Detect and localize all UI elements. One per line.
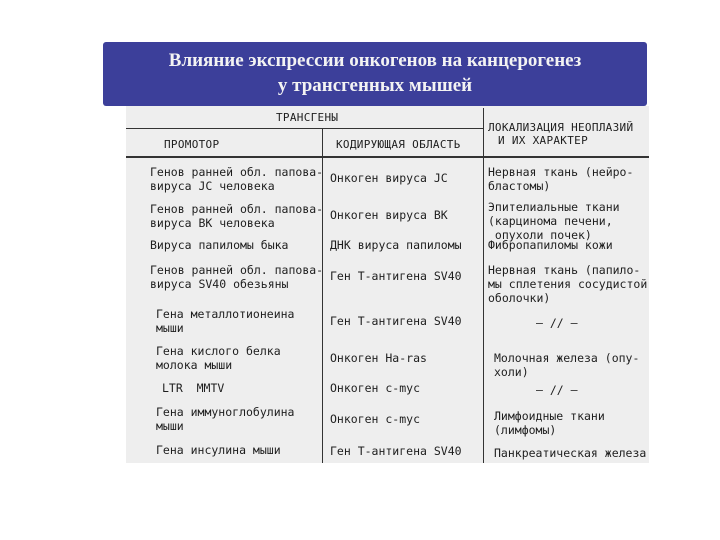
row-4-promoter: Генов ранней обл. папова- вируса SV40 обезьяны: [150, 263, 324, 291]
row-6-promoter: Гена кислого белка молока мыши: [156, 344, 281, 372]
row-5-coding: Ген Т-антигена SV40: [330, 314, 462, 328]
row-7-localization: – // –: [536, 383, 578, 397]
row-2-coding: Онкоген вируса ВК: [330, 208, 448, 222]
row-8-localization: Лимфоидные ткани (лимфомы): [494, 409, 605, 437]
row-1-localization: Нервная ткань (нейро- бластомы): [488, 165, 634, 193]
column-divider-2: [483, 108, 484, 463]
row-9-promoter: Гена инсулина мыши: [156, 443, 281, 457]
row-5-localization: – // –: [536, 316, 578, 330]
row-4-localization: Нервная ткань (папило- мы сплетения сосудистой оболочки): [488, 263, 648, 305]
row-6-coding: Онкоген Ha-ras: [330, 351, 427, 365]
row-1-coding: Онкоген вируса JC: [330, 171, 448, 185]
scanned-table: [126, 106, 649, 463]
row-7-coding: Онкоген с-myc: [330, 381, 421, 395]
row-2-promoter: Генов ранней обл. папова- вируса ВК человека: [150, 202, 324, 230]
slide-title-line-2: у трансгенных мышей: [277, 75, 473, 96]
row-3-promoter: Вируса папиломы быка: [150, 238, 289, 252]
header-transgenes: ТРАНСГЕНЫ: [276, 111, 339, 124]
row-8-coding: Онкоген с-myc: [330, 412, 421, 426]
row-5-promoter: Гена металлотионеина мыши: [156, 307, 295, 335]
header-coding-region: КОДИРУЮЩАЯ ОБЛАСТЬ: [336, 138, 461, 151]
row-9-coding: Ген Т-антигена SV40: [330, 444, 462, 458]
header-promoter: ПРОМОТОР: [164, 138, 220, 151]
row-3-coding: ДНК вируса папиломы: [330, 238, 462, 252]
row-2-localization: Эпителиальные ткани (карцинома печени, опухоли почек): [488, 200, 620, 242]
row-7-promoter: LTR MMTV: [162, 381, 225, 395]
row-6-localization: Молочная железа (опу- холи): [494, 351, 640, 379]
row-4-coding: Ген Т-антигена SV40: [330, 269, 462, 283]
slide-title-box: [103, 42, 647, 106]
slide-title-line-1: Влияние экспрессии онкогенов на канцерогенез: [168, 50, 582, 71]
row-1-promoter: Генов ранней обл. папова- вируса JC человека: [150, 165, 324, 193]
header-localization-2: И ИХ ХАРАКТЕР: [498, 134, 588, 147]
header-top-rule: [126, 128, 484, 129]
header-bottom-rule: [126, 156, 649, 158]
row-3-localization: Фибропапиломы кожи: [488, 238, 613, 252]
row-8-promoter: Гена иммуноглобулина мыши: [156, 405, 295, 433]
row-9-localization: Панкреатическая железа: [494, 446, 647, 460]
header-localization-1: ЛОКАЛИЗАЦИЯ НЕОПЛАЗИЙ: [488, 121, 634, 134]
